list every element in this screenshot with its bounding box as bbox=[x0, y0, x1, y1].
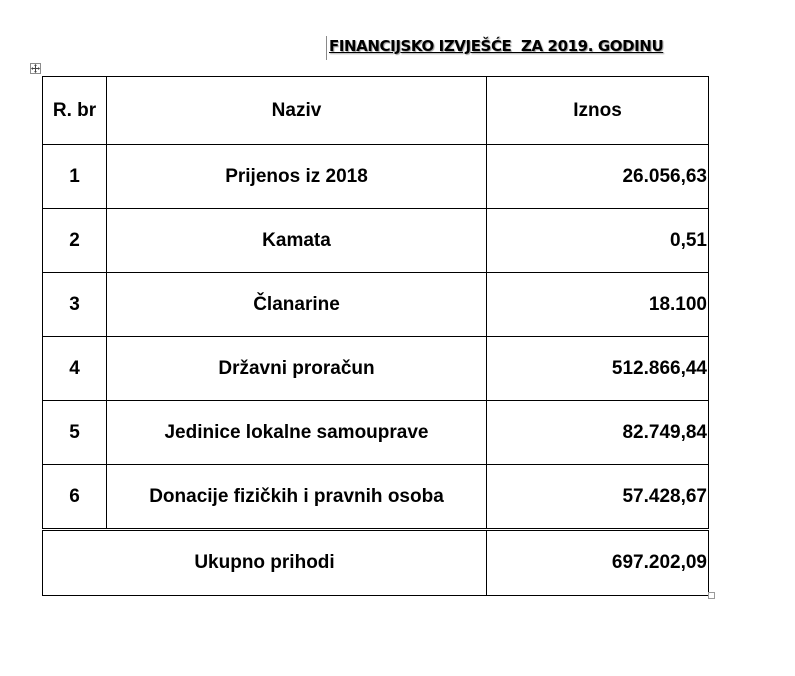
table-row bbox=[43, 145, 709, 209]
header-iznos[interactable]: Iznos bbox=[487, 77, 709, 145]
header-rbr[interactable]: R. br bbox=[43, 77, 107, 145]
row-name[interactable]: Državni proračun bbox=[107, 337, 487, 401]
table-row bbox=[43, 273, 709, 337]
row-number[interactable]: 4 bbox=[43, 337, 107, 401]
table-row bbox=[43, 465, 709, 529]
row-number[interactable]: 3 bbox=[43, 273, 107, 337]
row-name[interactable]: Članarine bbox=[107, 273, 487, 337]
total-row bbox=[43, 531, 709, 596]
row-amount[interactable]: 26.056,63 bbox=[487, 145, 709, 209]
table-header-row bbox=[43, 77, 709, 145]
row-amount[interactable]: 512.866,44 bbox=[487, 337, 709, 401]
document-title[interactable]: FINANCIJSKO IZVJEŠĆE ZA 2019. GODINU bbox=[329, 37, 664, 55]
row-name[interactable]: Jedinice lokalne samouprave bbox=[107, 401, 487, 465]
row-name[interactable]: Prijenos iz 2018 bbox=[107, 145, 487, 209]
row-amount[interactable]: 18.100 bbox=[487, 273, 709, 337]
row-number[interactable]: 5 bbox=[43, 401, 107, 465]
row-amount[interactable]: 82.749,84 bbox=[487, 401, 709, 465]
row-number[interactable]: 6 bbox=[43, 465, 107, 529]
table-row bbox=[43, 209, 709, 273]
row-number[interactable]: 2 bbox=[43, 209, 107, 273]
total-label[interactable]: Ukupno prihodi bbox=[43, 531, 487, 596]
table-move-handle-icon[interactable] bbox=[30, 63, 41, 74]
table-row bbox=[43, 337, 709, 401]
text-cursor bbox=[326, 36, 327, 60]
row-amount[interactable]: 0,51 bbox=[487, 209, 709, 273]
table-row bbox=[43, 401, 709, 465]
row-amount[interactable]: 57.428,67 bbox=[487, 465, 709, 529]
financial-report-table bbox=[42, 76, 709, 596]
row-number[interactable]: 1 bbox=[43, 145, 107, 209]
table-resize-handle-icon[interactable] bbox=[708, 592, 715, 599]
row-name[interactable]: Kamata bbox=[107, 209, 487, 273]
row-name[interactable]: Donacije fizičkih i pravnih osoba bbox=[107, 465, 487, 529]
total-amount[interactable]: 697.202,09 bbox=[487, 531, 709, 596]
header-naziv[interactable]: Naziv bbox=[107, 77, 487, 145]
